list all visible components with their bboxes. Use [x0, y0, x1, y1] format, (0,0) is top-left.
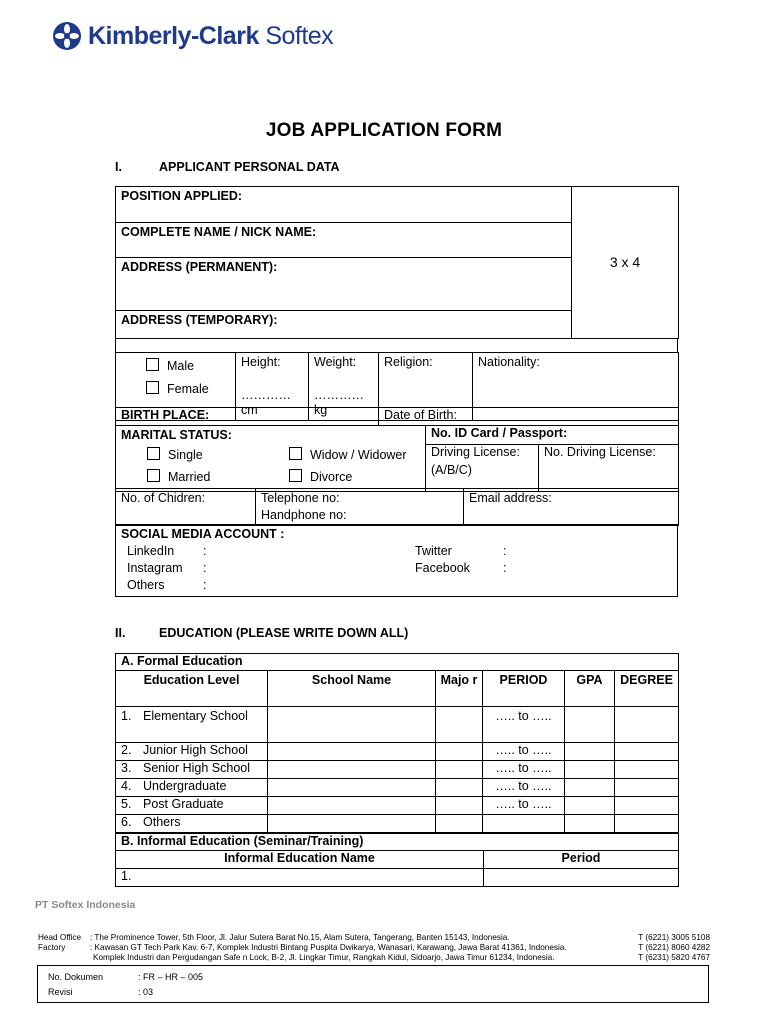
- period-input[interactable]: [483, 707, 565, 743]
- gpa-input[interactable]: [565, 707, 615, 743]
- school-name-input[interactable]: [268, 815, 436, 833]
- phone-factory-2: T (6231) 5820 4767: [638, 953, 710, 962]
- education-level-cell: [116, 761, 268, 779]
- section-2-number: II.: [115, 626, 126, 640]
- instagram-colon[interactable]: :: [203, 561, 207, 575]
- address-temporary-space[interactable]: [116, 338, 678, 352]
- address-permanent-field[interactable]: [116, 258, 572, 311]
- brand-main: Kimberly-Clark: [88, 21, 259, 50]
- linkedin-label: LinkedIn: [127, 544, 175, 558]
- section-2-title: EDUCATION (PLEASE WRITE DOWN ALL): [159, 626, 409, 640]
- formal-education-table: [115, 653, 679, 833]
- gpa-input[interactable]: [565, 797, 615, 815]
- col-major-label: Majo r: [440, 673, 478, 687]
- degree-input[interactable]: [615, 815, 679, 833]
- handphone-label: Handphone no:: [261, 508, 347, 522]
- col-education-level-label: Education Level: [143, 673, 240, 687]
- date-of-birth-label: Date of Birth:: [384, 408, 457, 422]
- religion-label: Religion:: [384, 355, 433, 369]
- education-level-label: Senior High School: [143, 761, 251, 775]
- major-input[interactable]: [436, 797, 483, 815]
- address-temporary-field[interactable]: [116, 311, 572, 339]
- male-checkbox[interactable]: [146, 358, 159, 371]
- driving-license-label: Driving License:: [431, 445, 520, 460]
- col-degree-label: DEGREE: [620, 673, 673, 687]
- table-row: [116, 761, 679, 779]
- social-media-label: SOCIAL MEDIA ACCOUNT :: [121, 527, 285, 541]
- widow-label: Widow / Widower: [310, 448, 407, 462]
- social-right-labels: [415, 543, 470, 577]
- revision-value: : 03: [138, 987, 154, 997]
- degree-input[interactable]: [615, 797, 679, 815]
- education-level-label: Undergraduate: [143, 779, 227, 793]
- col-period-label: PERIOD: [499, 673, 548, 687]
- complete-name-label: COMPLETE NAME / NICK NAME:: [121, 225, 317, 239]
- birth-place-label: BIRTH PLACE:: [121, 408, 210, 422]
- others-label: Others: [127, 578, 165, 592]
- major-input[interactable]: [436, 761, 483, 779]
- female-label: Female: [167, 382, 209, 396]
- driving-license-classes: (A/B/C): [431, 463, 472, 478]
- row-number: 3.: [121, 761, 132, 775]
- gpa-input[interactable]: [565, 761, 615, 779]
- social-right-colons: [503, 543, 506, 577]
- row-number: 6.: [121, 815, 132, 829]
- photo-size-label: 3 x 4: [609, 254, 641, 270]
- row-number: 1.: [121, 869, 132, 883]
- gender-female-option[interactable]: [146, 378, 230, 401]
- col-informal-name-label: Informal Education Name: [224, 851, 375, 865]
- male-label: Male: [167, 359, 195, 373]
- school-name-input[interactable]: [268, 761, 436, 779]
- col-degree: [615, 671, 679, 707]
- position-applied-field[interactable]: [116, 187, 572, 223]
- single-checkbox[interactable]: [147, 447, 160, 460]
- major-input[interactable]: [436, 779, 483, 797]
- row-number: 1.: [121, 709, 132, 723]
- school-name-input[interactable]: [268, 707, 436, 743]
- period-placeholder: ….. to …..: [495, 709, 552, 723]
- address-temporary-label: ADDRESS (TEMPORARY):: [121, 313, 278, 327]
- telephone-label: Telephone no:: [261, 491, 340, 505]
- education-level-label: Others: [143, 815, 181, 829]
- section-1-title: APPLICANT PERSONAL DATA: [159, 160, 340, 174]
- period-placeholder: ….. to …..: [495, 761, 552, 775]
- social-left-labels: [127, 543, 183, 594]
- twitter-label: Twitter: [415, 544, 452, 558]
- revision-label: Revisi: [48, 987, 73, 997]
- social-media-accounts: [127, 542, 672, 594]
- single-label: Single: [168, 448, 203, 462]
- informal-name-input[interactable]: [116, 869, 484, 887]
- table-row: [116, 707, 679, 743]
- education-level-label: Post Graduate: [143, 797, 224, 811]
- twitter-colon[interactable]: :: [503, 544, 507, 558]
- gpa-input[interactable]: [565, 779, 615, 797]
- table-row: [116, 815, 679, 833]
- informal-education-table: [115, 833, 679, 887]
- col-gpa-label: GPA: [576, 673, 603, 687]
- education-level-cell: [116, 707, 268, 743]
- driving-license-number-field[interactable]: [539, 445, 679, 492]
- kimberly-clark-logo-icon: [52, 21, 82, 51]
- section-1-number: I.: [115, 160, 122, 174]
- social-left-colons: [203, 543, 206, 594]
- period-input[interactable]: [483, 815, 565, 833]
- marital-widow-option[interactable]: [289, 447, 407, 463]
- email-field[interactable]: [464, 489, 679, 526]
- id-card-label: No. ID Card / Passport:: [431, 426, 568, 440]
- formal-education-label: A. Formal Education: [121, 654, 243, 668]
- nationality-label: Nationality:: [478, 355, 540, 369]
- address-permanent-label: ADDRESS (PERMANENT):: [121, 260, 278, 274]
- education-level-cell: [116, 797, 268, 815]
- school-name-input[interactable]: [268, 743, 436, 761]
- factory-text-1: : Kawasan GT Tech Park Kav. 6-7, Komplek Industri Bintang Puspita Dwikarya, Wanasari, Karawang, Jawa Barat 41361, Indonesia.: [90, 943, 567, 952]
- widow-checkbox[interactable]: [289, 447, 302, 460]
- col-major: [436, 671, 483, 707]
- head-office-address: [38, 933, 510, 943]
- marital-row: [115, 425, 679, 492]
- weight-label: Weight:: [314, 355, 357, 369]
- facebook-colon[interactable]: :: [503, 561, 507, 575]
- children-label: No. of Chidren:: [121, 491, 206, 505]
- phone-head-office: T (6221) 3005 5108: [638, 933, 710, 942]
- major-input[interactable]: [436, 707, 483, 743]
- row-number: 2.: [121, 743, 132, 757]
- period-placeholder: ….. to …..: [495, 779, 552, 793]
- factory-label: Factory: [38, 943, 66, 952]
- doc-number-row: [48, 972, 203, 982]
- period-placeholder: ….. to …..: [495, 797, 552, 811]
- degree-input[interactable]: [615, 743, 679, 761]
- phone-factory-1: T (6221) 8060 4282: [638, 943, 710, 952]
- marital-single-option[interactable]: [147, 447, 203, 463]
- marital-options: [121, 443, 420, 489]
- driving-license-number-label: No. Driving License:: [544, 445, 656, 460]
- period-input[interactable]: [483, 761, 565, 779]
- birth-row: [115, 407, 679, 426]
- period-input[interactable]: [483, 743, 565, 761]
- col-school-name: [268, 671, 436, 707]
- height-label: Height:: [241, 355, 281, 369]
- marital-status-cell: [116, 426, 426, 492]
- divorce-label: Divorce: [310, 470, 353, 484]
- phone-field[interactable]: [256, 489, 464, 526]
- doc-number-label: No. Dokumen: [48, 972, 104, 982]
- married-label: Married: [168, 470, 211, 484]
- informal-education-heading: [116, 834, 679, 851]
- table-row: [116, 797, 679, 815]
- social-media-row: [115, 524, 678, 597]
- degree-input[interactable]: [615, 707, 679, 743]
- degree-input[interactable]: [615, 761, 679, 779]
- driving-license-field[interactable]: [426, 445, 539, 492]
- personal-data-table-top: [115, 186, 679, 339]
- head-office-label: Head Office: [38, 933, 82, 942]
- period-input[interactable]: [483, 797, 565, 815]
- photo-box[interactable]: [572, 187, 679, 339]
- col-gpa: [565, 671, 615, 707]
- education-level-cell: [116, 743, 268, 761]
- col-informal-name: [116, 851, 484, 869]
- head-office-text: : The Prominence Tower, 5th Floor, Jl. Jalur Sutera Barat No.15, Alam Sutera, Tangerang, Banten 15143, Indonesia.: [90, 933, 510, 942]
- address-temporary-extension: [115, 338, 678, 353]
- footer-company-name: PT Softex Indonesia: [35, 899, 136, 911]
- brand-sub: Softex: [265, 21, 334, 50]
- education-level-label: Junior High School: [143, 743, 248, 757]
- divorce-checkbox[interactable]: [289, 469, 302, 482]
- birth-place-field[interactable]: [116, 408, 379, 426]
- facebook-label: Facebook: [415, 561, 470, 575]
- marital-married-option[interactable]: [147, 469, 210, 485]
- col-school-name-label: School Name: [311, 673, 392, 687]
- factory-address-2: Komplek Industri dan Pergudangan Safe n Lock, B-2, Jl. Lingkar Timur, Rangkah Kidul, Sidoarjo, Jawa Timur 61234, Indonesia.: [93, 953, 555, 962]
- linkedin-colon[interactable]: :: [203, 544, 207, 558]
- period-placeholder: ….. to …..: [495, 743, 552, 757]
- id-card-field[interactable]: [426, 426, 679, 445]
- col-informal-period: [484, 851, 679, 869]
- col-education-level: [116, 671, 268, 707]
- gender-male-option[interactable]: [146, 355, 230, 378]
- married-checkbox[interactable]: [147, 469, 160, 482]
- social-media-cell: [116, 525, 678, 597]
- marital-divorce-option[interactable]: [289, 469, 352, 485]
- position-applied-label: POSITION APPLIED:: [121, 189, 243, 203]
- children-field[interactable]: [116, 489, 256, 526]
- col-informal-period-label: Period: [561, 851, 601, 865]
- informal-education-label: B. Informal Education (Seminar/Training): [121, 834, 364, 848]
- degree-input[interactable]: [615, 779, 679, 797]
- row-number: 5.: [121, 797, 132, 811]
- weight-unit: ………… kg: [314, 388, 364, 417]
- contact-row: [115, 488, 679, 526]
- height-unit: ………… cm: [241, 388, 291, 417]
- school-name-input[interactable]: [268, 797, 436, 815]
- gpa-input[interactable]: [565, 743, 615, 761]
- brand-name: [88, 22, 333, 51]
- company-logo: [52, 20, 333, 52]
- document-info-box: [37, 965, 709, 1003]
- female-checkbox[interactable]: [146, 381, 159, 394]
- table-row: [116, 869, 679, 887]
- informal-period-input[interactable]: [484, 869, 679, 887]
- others-colon[interactable]: :: [203, 578, 207, 592]
- revision-row: [48, 987, 153, 997]
- instagram-label: Instagram: [127, 561, 183, 575]
- factory-address: [38, 943, 567, 953]
- table-row: [116, 743, 679, 761]
- marital-status-label: MARITAL STATUS:: [121, 428, 232, 442]
- doc-number-value: : FR – HR – 005: [138, 972, 204, 982]
- date-of-birth-field[interactable]: [379, 408, 679, 426]
- formal-education-heading: [116, 654, 679, 671]
- gpa-input[interactable]: [565, 815, 615, 833]
- email-label: Email address:: [469, 491, 552, 505]
- complete-name-field[interactable]: [116, 223, 572, 258]
- row-number: 4.: [121, 779, 132, 793]
- section-2-heading: [115, 626, 408, 640]
- major-input[interactable]: [436, 743, 483, 761]
- period-input[interactable]: [483, 779, 565, 797]
- school-name-input[interactable]: [268, 779, 436, 797]
- education-level-cell: [116, 779, 268, 797]
- table-row: [116, 779, 679, 797]
- col-period: [483, 671, 565, 707]
- major-input[interactable]: [436, 815, 483, 833]
- form-title: JOB APPLICATION FORM: [265, 120, 503, 141]
- section-1-heading: [115, 160, 340, 174]
- education-level-label: Elementary School: [143, 709, 248, 723]
- education-level-cell: [116, 815, 268, 833]
